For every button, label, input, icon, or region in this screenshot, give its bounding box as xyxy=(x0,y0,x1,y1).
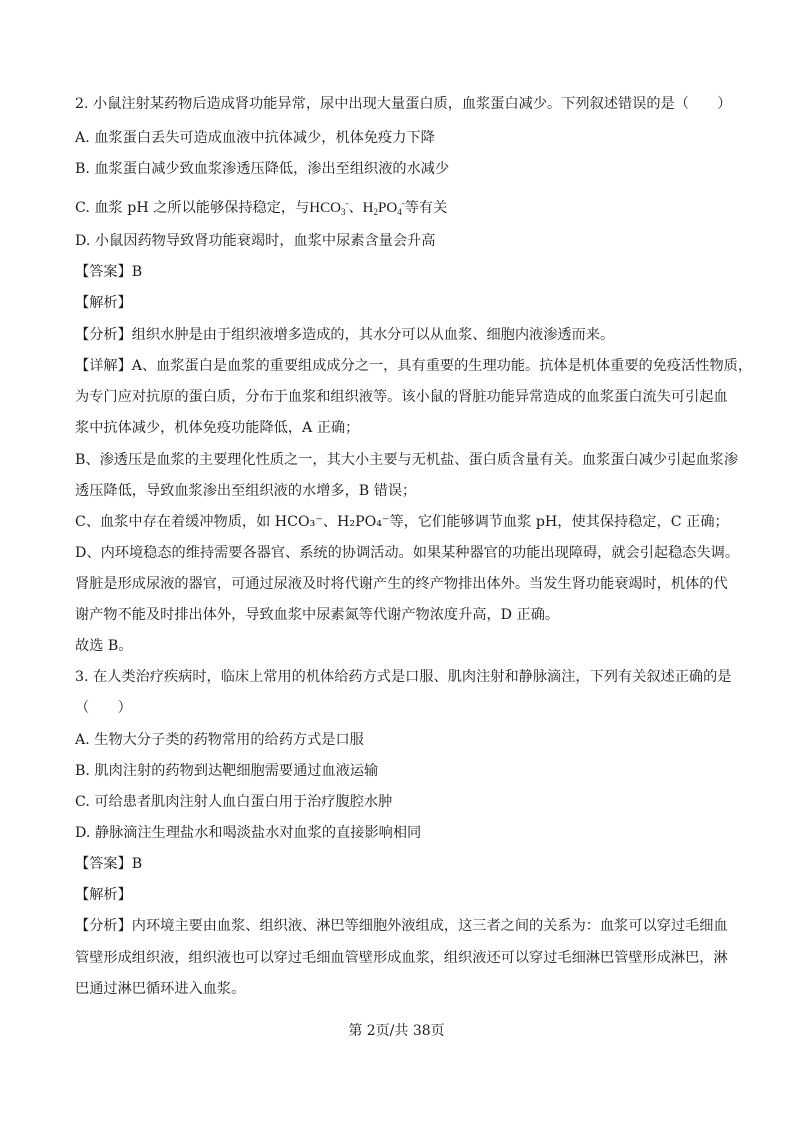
hco3-sup: - xyxy=(345,198,349,208)
q3-option-b: B. 肌肉注射的药物到达靶细胞需要通过血液运输 xyxy=(75,763,379,779)
page-footer: 第 2页/共 38页 xyxy=(348,1023,445,1039)
question-3-stem: 3. 在人类治疗疾病时，临床上常用的机体给药方式是口服、肌肉注射和静脉滴注，下列有关叙述正确的是 xyxy=(75,669,732,685)
q3-fenxi-line: 管壁形成组织液，组织液也可以穿过毛细血管壁形成血浆，组织液还可以穿过毛细淋巴管壁形成淋巴，淋 xyxy=(75,950,728,966)
q2-option-d: D. 小鼠因药物导致肾功能衰竭时，血浆中尿素含量会升高 xyxy=(75,233,436,249)
q3-analysis-title: 【解析】 xyxy=(75,887,132,903)
q2-detail-line: 【详解】A、血浆蛋白是血浆的重要组成成分之一，具有重要的生理功能。抗体是机体重要的免疫活性物质， xyxy=(75,358,753,374)
q2-detail-line: 为专门应对抗原的蛋白质，分布于血浆和组织液等。该小鼠的肾脏功能异常造成的血浆蛋白流失可引起血 xyxy=(75,389,728,405)
q2-option-b: B. 血浆蛋白减少致血浆渗透压降低，渗出至组织液的水减少 xyxy=(75,161,450,177)
h2po4-h-sub: 2 xyxy=(373,207,379,217)
q2-option-c-prefix: C. 血浆 pH 之所以能够保持稳定，与 xyxy=(75,200,310,216)
formula-separator: 、 xyxy=(348,200,363,216)
hco3-base: HCO xyxy=(309,200,341,216)
q2-option-c xyxy=(75,193,447,222)
q2-detail-line: 透压降低，导致血浆渗出至组织液的水增多，B 错误； xyxy=(75,483,417,499)
question-2-stem: 2. 小鼠注射某药物后造成肾功能异常，尿中出现大量蛋白质，血浆蛋白减少。下列叙述错误的是（ ） xyxy=(75,96,732,112)
q2-option-c-suffix: 等有关 xyxy=(404,200,448,216)
q2-analysis-title: 【解析】 xyxy=(75,295,132,311)
q2-option-a: A. 血浆蛋白丢失可造成血液中抗体减少，机体免疫力下降 xyxy=(75,130,435,146)
q3-fenxi-line: 巴通过淋巴循环进入血浆。 xyxy=(75,981,246,997)
q3-answer: 【答案】B xyxy=(75,856,143,872)
h2po4-po-sub: 4 xyxy=(397,207,402,217)
question-3-stem-cont: （ ） xyxy=(75,700,132,716)
q2-detail-line: 故选 B。 xyxy=(75,638,133,654)
q3-option-d: D. 静脉滴注生理盐水和喝淡盐水对血浆的直接影响相同 xyxy=(75,825,422,841)
q2-fenxi: 【分析】组织水肿是由于组织液增多造成的，其水分可以从血浆、细胞内液渗透而来。 xyxy=(75,327,615,343)
q3-option-a: A. 生物大分子类的药物常用的给药方式是口服 xyxy=(75,732,364,748)
q2-detail-line: C、血浆中存在着缓冲物质，如 HCO₃⁻、H₂PO₄⁻等，它们能够调节血浆 pH，使其保持稳定，C 正确； xyxy=(75,514,729,530)
hco3-sub: 3 xyxy=(340,207,346,217)
q2-detail-line: 肾脏是形成尿液的器官，可通过尿液及时将代谢产生的终产物排出体外。当发生肾功能衰竭时，机体的代 xyxy=(75,576,728,592)
q2-detail-line: D、内环境稳态的维持需要各器官、系统的协调活动。如果某种器官的功能出现障碍，就会引起稳态失调。 xyxy=(75,545,740,561)
h2po4-formula xyxy=(363,200,405,216)
q2-answer: 【答案】B xyxy=(75,264,143,280)
h2po4-sup: - xyxy=(401,198,405,208)
q3-option-c: C. 可给患者肌肉注射人血白蛋白用于治疗腹腔水肿 xyxy=(75,794,393,810)
q3-fenxi-line: 【分析】内环境主要由血浆、组织液、淋巴等细胞外液组成，这三者之间的关系为：血浆可以穿过毛细血 xyxy=(75,918,728,934)
q2-detail-line: 谢产物不能及时排出体外，导致血浆中尿素氮等代谢产物浓度升高，D 正确。 xyxy=(75,607,560,623)
h2po4-h: H xyxy=(362,200,374,216)
h2po4-po: PO xyxy=(378,200,398,216)
q2-detail-line: B、渗透压是血浆的主要理化性质之一，其大小主要与无机盐、蛋白质含量有关。血浆蛋白减少引起血浆渗 xyxy=(75,452,739,468)
hco3-formula xyxy=(309,200,348,216)
q2-detail-line: 浆中抗体减少，机体免疫功能降低，A 正确； xyxy=(75,420,360,436)
